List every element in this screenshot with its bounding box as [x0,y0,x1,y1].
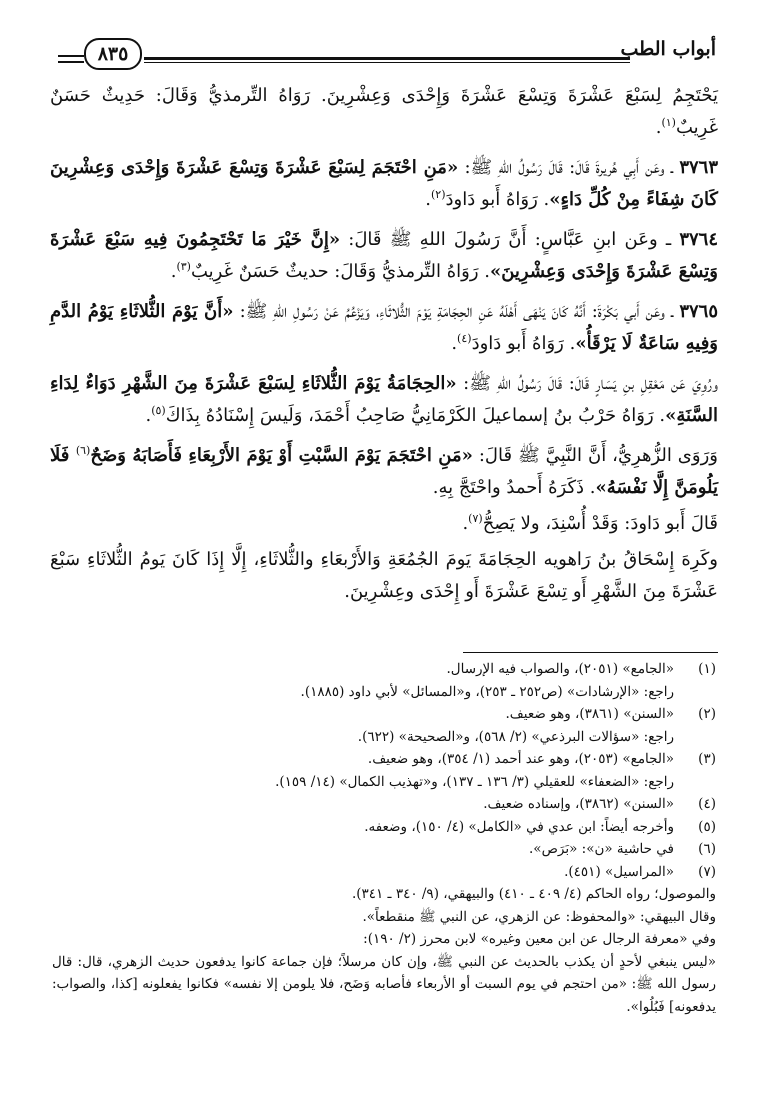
hadith-text: «إِنَّ خَيْرَ مَا تَحْتَجِمُونَ فِيهِ سَبْعَ عَشْرَةَ وَتِسْعَ عَشْرَةَ وَإِحْدَى وَعِشْرِينَ» [50,229,718,282]
footnote-text: «الجامع» (٢٠٥٣)، وهو عند أحمد (١/ ٣٥٤)، وهو ضعيف. [367,751,674,767]
footnote-text: في حاشية «ن»: «بَرَص». [529,841,674,857]
paragraph-maqil: ورُوِيَ عَن مَعْقِلِ بنِ يَسَارٍ قَالَ: قَالَ رَسُولُ اللهِ ﷺ: «الحِجَامَةُ يَوْمَ الثُّلاثَاءِ لِسَبْعَ عَشْرَةَ مِنَ الشَّهْرِ دَوَاءٌ لِدَاءِ السَّنَةِ». رَوَاهُ حَرْبُ بنُ إسماعيلَ الكَرْمَانِيُّ صَاحِبُ أَحْمَدَ، وَلَيسَ إِسْنَادُهُ بِذَاكَ$^{(٥)}$. [50,373,718,426]
footnote-text: «الجامع» (٢٠٥١)، والصواب فيه الإرسال. [446,661,674,677]
header-rule [144,57,630,63]
footnote-number: (١) [698,661,716,677]
text: . ذَكَرَهُ أَحمدُ واحْتَجَّ بِهِ. [432,477,596,498]
footnote-6 [52,838,716,861]
footnote-1 [52,658,716,681]
footnote-separator [463,652,718,653]
footnote-number: (٧) [698,863,716,880]
footnote-text: «السنن» (٣٨٦١)، وهو ضعيف. [505,706,674,722]
text: . رَوَاهُ التِّرمذيُّ وَقَالَ: حديثٌ حَسَنٌ غَرِيبٌ [190,261,490,282]
footnote-number: (٣) [698,751,716,767]
hadith-text: «الحِجَامَةُ يَوْمَ الثُّلاثَاءِ لِسَبْعَ عَشْرَةَ مِنَ الشَّهْرِ دَوَاءٌ لِدَاءِ السَّنَةِ» [50,373,718,426]
text: . رَوَاهُ أَبو دَاودَ [445,189,550,210]
footnote-number: (٤) [698,796,716,812]
text: قَالَ أَبو دَاودَ: وَقَدْ أُسْنِدَ، ولا يَصِحُّ [482,513,718,534]
footnotes [52,658,716,1018]
main-text [50,80,718,616]
text: وَرَوَى الزُّهرِيُّ، أَنَّ النَّبِيَّ ﷺ قَالَ: [472,445,718,466]
footnote-ref: (٣) [176,260,191,273]
footnote-text: «المراسيل» (٤٥١). [564,863,674,880]
footnote-ref: (٥) [151,404,166,417]
hadith-text: «مَنِ احْتَجَمَ لِسَبْعَ عَشْرَةَ وَتِسْعَ عَشْرَةَ وَإِحْدَى وَعِشْرِينَ كَانَ شِفَاءً مِنْ كُلِّ دَاءٍ» [50,157,718,210]
hadith-3765: ٣٧٦٥ ـ وعَن أَبي بَكْرَةَ: أَنَّهُ كَانَ يَنْهَى أَهْلَهُ عَنِ الحِجَامَةِ يَوْمَ الثُّلاثَاءِ، وَيَزْعُمُ عَنْ رَسُولِ اللهِ ﷺ: «أَنَّ يَوْمَ الثُّلاثَاءِ يَوْمُ الدَّمِ وَفِيهِ سَاعَةٌ لَا يَرْقَأُ». رَوَاهُ أَبو دَاودَ$^{(٤)}$. [50,301,718,354]
footnote-ref: (٢) [430,188,446,201]
footnote-text: راجع: «الضعفاء» للعقيلي (٣/ ١٣٦ ـ ١٣٧)، و«تهذيب الكمال» (١٤/ ١٥٩). [275,773,674,790]
page-header [58,34,716,74]
footnote-number: (٢) [698,706,716,722]
hadith-text: «مَنِ احْتَجَمَ يَوْمَ السَّبْتِ أَوْ يَوْمَ الأَرْبِعَاءِ فَأَصَابَهُ وَضَحٌ [90,445,473,466]
hadith-number: ٣٧٦٣ [679,157,718,178]
header-rule-left [58,55,84,63]
footnote-number: (٥) [698,818,716,835]
hadith-3764: ٣٧٦٤ ـ وعَن ابنِ عَبَّاسٍ: أَنَّ رَسُولَ اللهِ ﷺ قَالَ: «إِنَّ خَيْرَ مَا تَحْتَجِمُونَ فِيهِ سَبْعَ عَشْرَةَ وَتِسْعَ عَشْرَةَ وَإِحْدَى وَعِشْرِينَ». رَوَاهُ التِّرمذيُّ وَقَالَ: حديثٌ حَسَنٌ غَرِيبٌ$^{(٣)}$. [50,229,718,282]
page-number: ٨٣٥ [84,38,142,70]
footnote-text: راجع: «الإرشادات» (ص٢٥٢ ـ ٢٥٣)، و«المسائل» لأبي داود (١٨٨٥). [300,683,674,700]
footnote-7 [52,861,716,884]
paragraph-abu-dawud: قَالَ أَبو دَاودَ: وَقَدْ أُسْنِدَ، ولا يَصِحُّ$^{(٧)}$. [462,512,718,534]
hadith-text: «أَنَّ يَوْمَ الثُّلاثَاءِ يَوْمُ الدَّمِ وَفِيهِ سَاعَةٌ لَا يَرْقَأُ» [50,301,718,354]
footnote-number: (٦) [698,841,716,857]
text: ورُوِيَ عَن مَعْقِلِ بنِ يَسَارٍ قَالَ: قَالَ رَسُولُ اللهِ ﷺ: [456,373,718,394]
text: ـ وعَن أَبِي هُريرةَ قَالَ: قَالَ رَسُولُ اللهِ ﷺ: [458,157,674,178]
footnote-text: «السنن» (٣٨٦٢)، وإسناده ضعيف. [483,796,674,812]
text: . رَوَاهُ حَرْبُ بنُ إسماعيلَ الكَرْمَانِيُّ صَاحِبُ أَحْمَدَ، وَلَيسَ إِسْنَادُهُ بِذَاكَ [165,405,666,426]
footnote-2 [52,703,716,726]
hadith-number: ٣٧٦٥ [679,301,718,322]
text: . رَوَاهُ أَبو دَاودَ [471,333,576,354]
footnote-text: وأخرجه أيضاً: ابن عدي في «الكامل» (٤/ ١٥٠)، وضعفه. [364,818,674,835]
footnote-continuation: «ليس ينبغي لأحدٍ أن يكذب بالحديث عن النبي ﷺ، وإن كان مرسلاً؛ فإن جماعة كانوا يدفعون حديث الزهري، قال: قال رسول الله ﷺ: «من احتجم في يوم السبت أو الأربعاء فأصابه وَضَح، فلا يلومن إلا نفسه» فكانوا يفعلونه [كذا، والصواب: يدفعونه] فَبُلُوا». [52,953,716,1015]
chapter-title: أبواب الطب [620,38,716,60]
hadith-3763: ٣٧٦٣ ـ وعَن أَبِي هُريرةَ قَالَ: قَالَ رَسُولُ اللهِ ﷺ: «مَنِ احْتَجَمَ لِسَبْعَ عَشْرَةَ وَتِسْعَ عَشْرَةَ وَإِحْدَى وَعِشْرِينَ كَانَ شِفَاءً مِنْ كُلِّ دَاءٍ». رَوَاهُ أَبو دَاودَ$^{(٢)}$. [50,157,718,210]
footnote-ref: (٧) [468,512,483,525]
footnote-continuation: والموصول؛ رواه الحاكم (٤/ ٤٠٩ ـ ٤١٠) والبيهقي، (٩/ ٣٤٠ ـ ٣٤١). [351,886,716,902]
paragraph-ishaq: وكَرِهَ إِسْحَاقُ بنُ رَاهويه الحِجَامَةَ يَومَ الجُمُعَةِ وَالأَرْبعَاءِ والثُّلاثَاءِ، إِلَّا إِذَا كَانَ يَومُ الثُّلاثَاءِ سَبْعَ عَشْرَةَ مِنَ الشَّهْرِ أَو تِسْعَ عَشْرَةَ أَو إِحْدَى وعِشْرِينَ. [50,549,718,602]
footnote-3 [52,748,716,771]
text: ـ وعَن ابنِ عَبَّاسٍ: أَنَّ رَسُولَ اللهِ ﷺ قَالَ: [340,229,672,250]
text: يَحْتَجِمُ لِسَبْعَ عَشْرَةَ وَتِسْعَ عَشْرَةَ وَإِحْدَى وَعِشْرِينَ. رَوَاهُ التِّرمذيُّ وَقَالَ: حَدِيثٌ حَسَنٌ غَرِيبٌ [50,85,718,138]
footnote-ref: (١) [661,116,676,129]
footnote-4 [52,793,716,816]
text: ـ وعَن أَبي بَكْرَةَ: أَنَّهُ كَانَ يَنْهَى أَهْلَهُ عَنِ الحِجَامَةِ يَوْمَ الثُّلاثَاءِ، وَيَزْعُمُ عَنْ رَسُولِ اللهِ ﷺ: [233,301,674,322]
footnote-text: راجع: «سؤالات البرذعي» (٢/ ٥٦٨)، و«الصحيحة» (٦٢٢). [357,728,674,745]
footnote-ref: (٦) [75,444,91,457]
footnote-ref: (٤) [457,332,472,345]
hadith-number: ٣٧٦٤ [679,229,718,250]
paragraph-zuhri [50,440,718,504]
footnote-continuation: وقال البيهقي: «والمحفوظ: عن الزهري، عن النبي ﷺ منقطعاً». [362,908,716,925]
footnote-5 [52,816,716,839]
footnote-continuation: وفي «معرفة الرجال عن ابن معين وغيره» لابن محرز (٢/ ١٩٠): [363,931,716,947]
hadith-text: فَلَا يَلُومَنَّ إِلَّا نَفْسَهُ» [50,445,718,498]
paragraph-1: يَحْتَجِمُ لِسَبْعَ عَشْرَةَ وَتِسْعَ عَشْرَةَ وَإِحْدَى وَعِشْرِينَ. رَوَاهُ التِّرمذيُّ وَقَالَ: حَدِيثٌ حَسَنٌ غَرِيبٌ$^{(١)}$. [50,85,718,138]
